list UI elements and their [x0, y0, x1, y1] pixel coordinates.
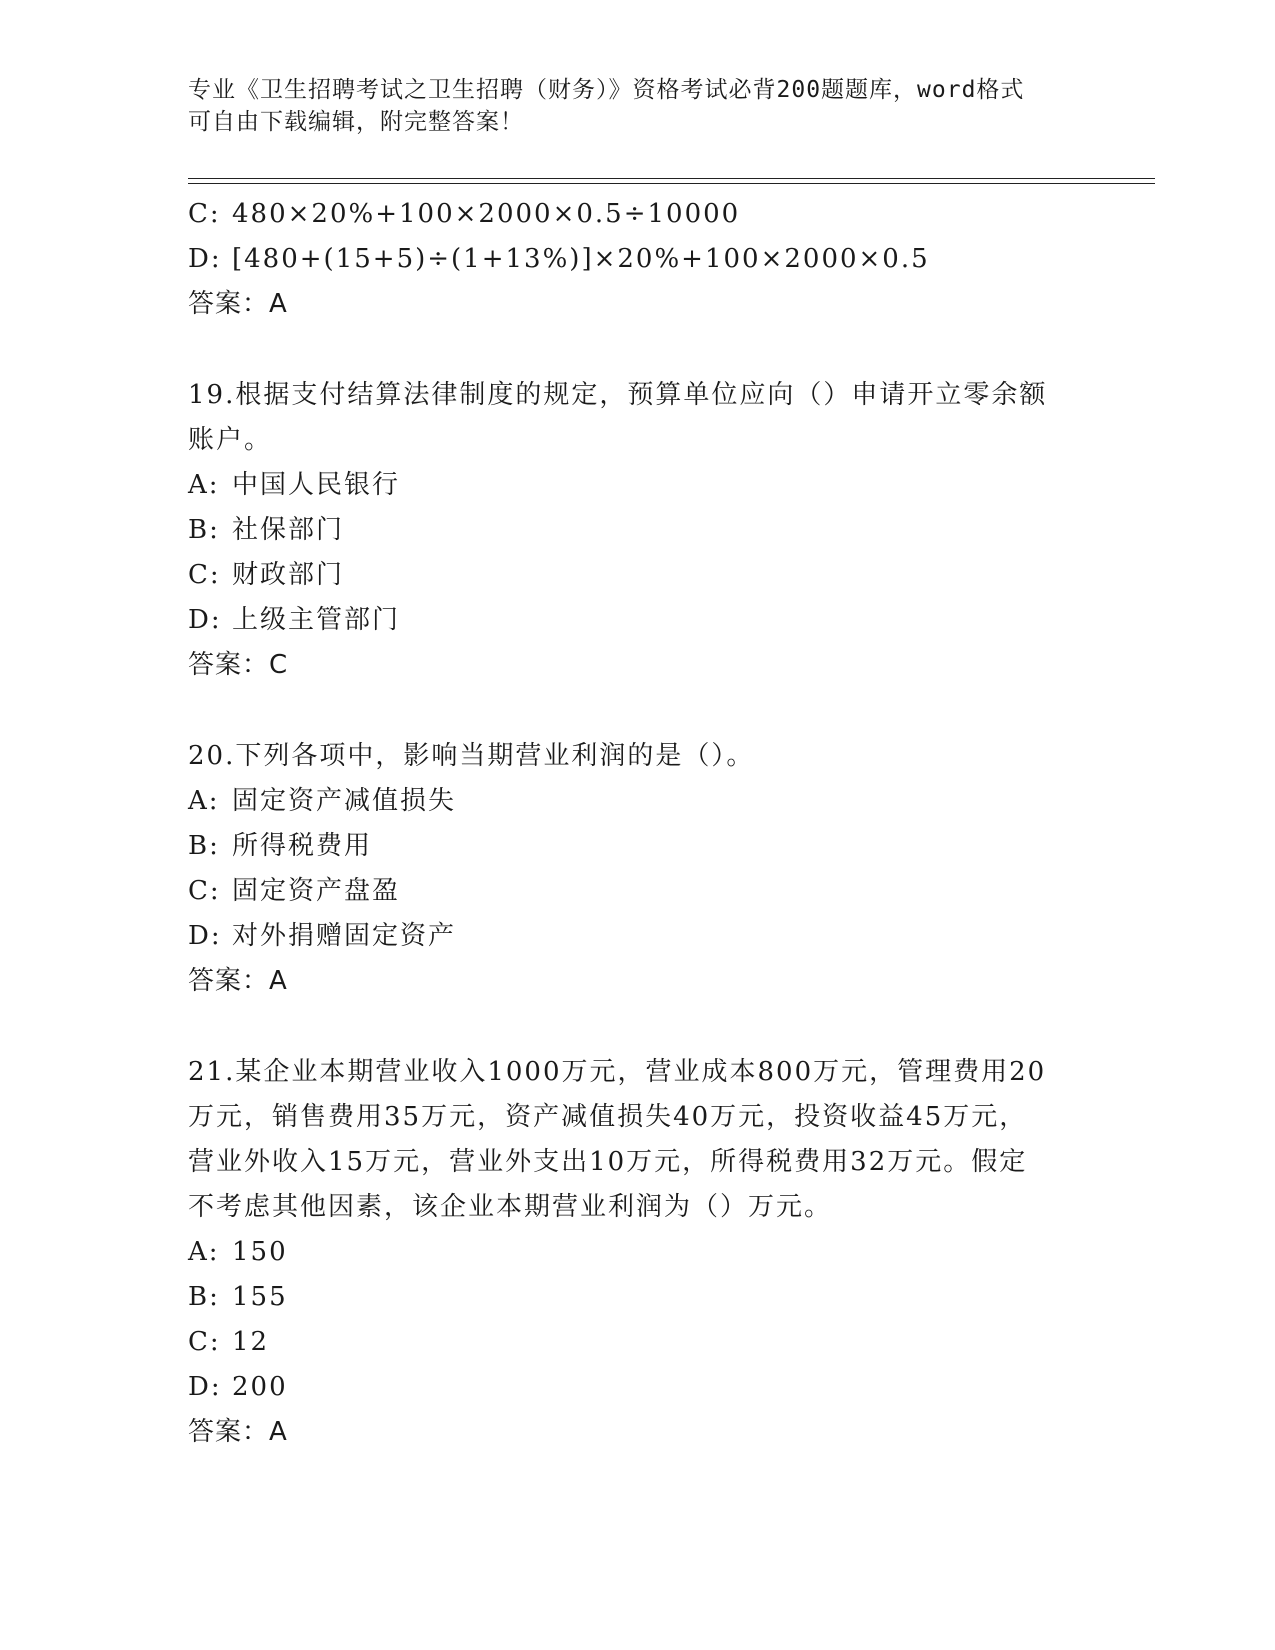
- header-line-1: 专业《卫生招聘考试之卫生招聘（财务）》资格考试必背200题题库，word格式: [188, 77, 1025, 103]
- question-content: [188, 192, 1088, 1455]
- option-label: C:: [188, 199, 221, 229]
- q19-option-b: [188, 508, 1088, 553]
- option-text: 社保部门: [232, 515, 345, 545]
- q20-option-c: [188, 869, 1088, 914]
- q19-option-a: [188, 463, 1088, 508]
- q19-option-d: [188, 598, 1088, 643]
- option-text: 固定资产减值损失: [232, 786, 457, 816]
- q21-stem-line-3: 营业外收入15万元，营业外支出10万元，所得税费用32万元。假定: [188, 1147, 1028, 1177]
- option-text: 150: [232, 1237, 288, 1267]
- q20-stem-line-1: 20.下列各项中，影响当期营业利润的是（）。: [188, 741, 755, 771]
- option-label: C:: [188, 876, 221, 906]
- q20-answer: 答案：A: [188, 966, 288, 996]
- header-divider-bottom: [188, 183, 1155, 184]
- q21-option-c: [188, 1320, 1088, 1365]
- option-text: 上级主管部门: [232, 605, 401, 635]
- option-label: A:: [188, 1237, 220, 1267]
- q20-option-a: [188, 779, 1088, 824]
- q21-stem-line-4: 不考虑其他因素，该企业本期营业利润为（）万元。: [188, 1192, 833, 1222]
- q21-answer: 答案：A: [188, 1417, 288, 1447]
- option-text: [480+(15+5)÷(1+13%)]×20%+100×2000×0.5: [232, 244, 930, 274]
- q19-stem-line-2: 账户。: [188, 425, 273, 455]
- option-label: C:: [188, 560, 221, 590]
- q21-option-b: [188, 1275, 1088, 1320]
- prev-answer: 答案：A: [188, 289, 288, 319]
- q19-stem-line-1: 19.根据支付结算法律制度的规定，预算单位应向（）申请开立零余额: [188, 380, 1048, 410]
- option-label: A:: [188, 470, 220, 500]
- q19-answer: 答案：C: [188, 650, 289, 680]
- option-text: 12: [232, 1327, 270, 1357]
- prev-option-d: [188, 237, 1088, 282]
- q19-option-c: [188, 553, 1088, 598]
- option-label: D:: [188, 1372, 222, 1402]
- q21-stem-line-2: 万元，销售费用35万元，资产减值损失40万元，投资收益45万元，: [188, 1102, 1028, 1132]
- header-divider-top: [188, 178, 1155, 179]
- q21-option-a: [188, 1230, 1088, 1275]
- option-label: B:: [188, 515, 220, 545]
- option-text: 所得税费用: [232, 831, 373, 861]
- q21-option-d: [188, 1365, 1088, 1410]
- option-label: D:: [188, 605, 222, 635]
- option-label: A:: [188, 786, 220, 816]
- header-line-2: 可自由下载编辑，附完整答案！: [188, 109, 524, 135]
- q20-option-d: [188, 914, 1088, 959]
- q21-stem-line-1: 21.某企业本期营业收入1000万元，营业成本800万元，管理费用20: [188, 1057, 1047, 1087]
- option-text: 财政部门: [232, 560, 345, 590]
- option-text: 480×20%+100×2000×0.5÷10000: [232, 199, 741, 229]
- option-label: D:: [188, 921, 222, 951]
- option-text: 固定资产盘盈: [232, 876, 401, 906]
- option-label: C:: [188, 1327, 221, 1357]
- prev-option-c: [188, 192, 1088, 237]
- option-label: D:: [188, 244, 222, 274]
- option-text: 对外捐赠固定资产: [232, 921, 457, 951]
- option-label: B:: [188, 1282, 220, 1312]
- option-label: B:: [188, 831, 220, 861]
- q20-option-b: [188, 824, 1088, 869]
- option-text: 155: [232, 1282, 288, 1312]
- document-header: [188, 74, 1088, 138]
- option-text: 中国人民银行: [232, 470, 401, 500]
- option-text: 200: [232, 1372, 288, 1402]
